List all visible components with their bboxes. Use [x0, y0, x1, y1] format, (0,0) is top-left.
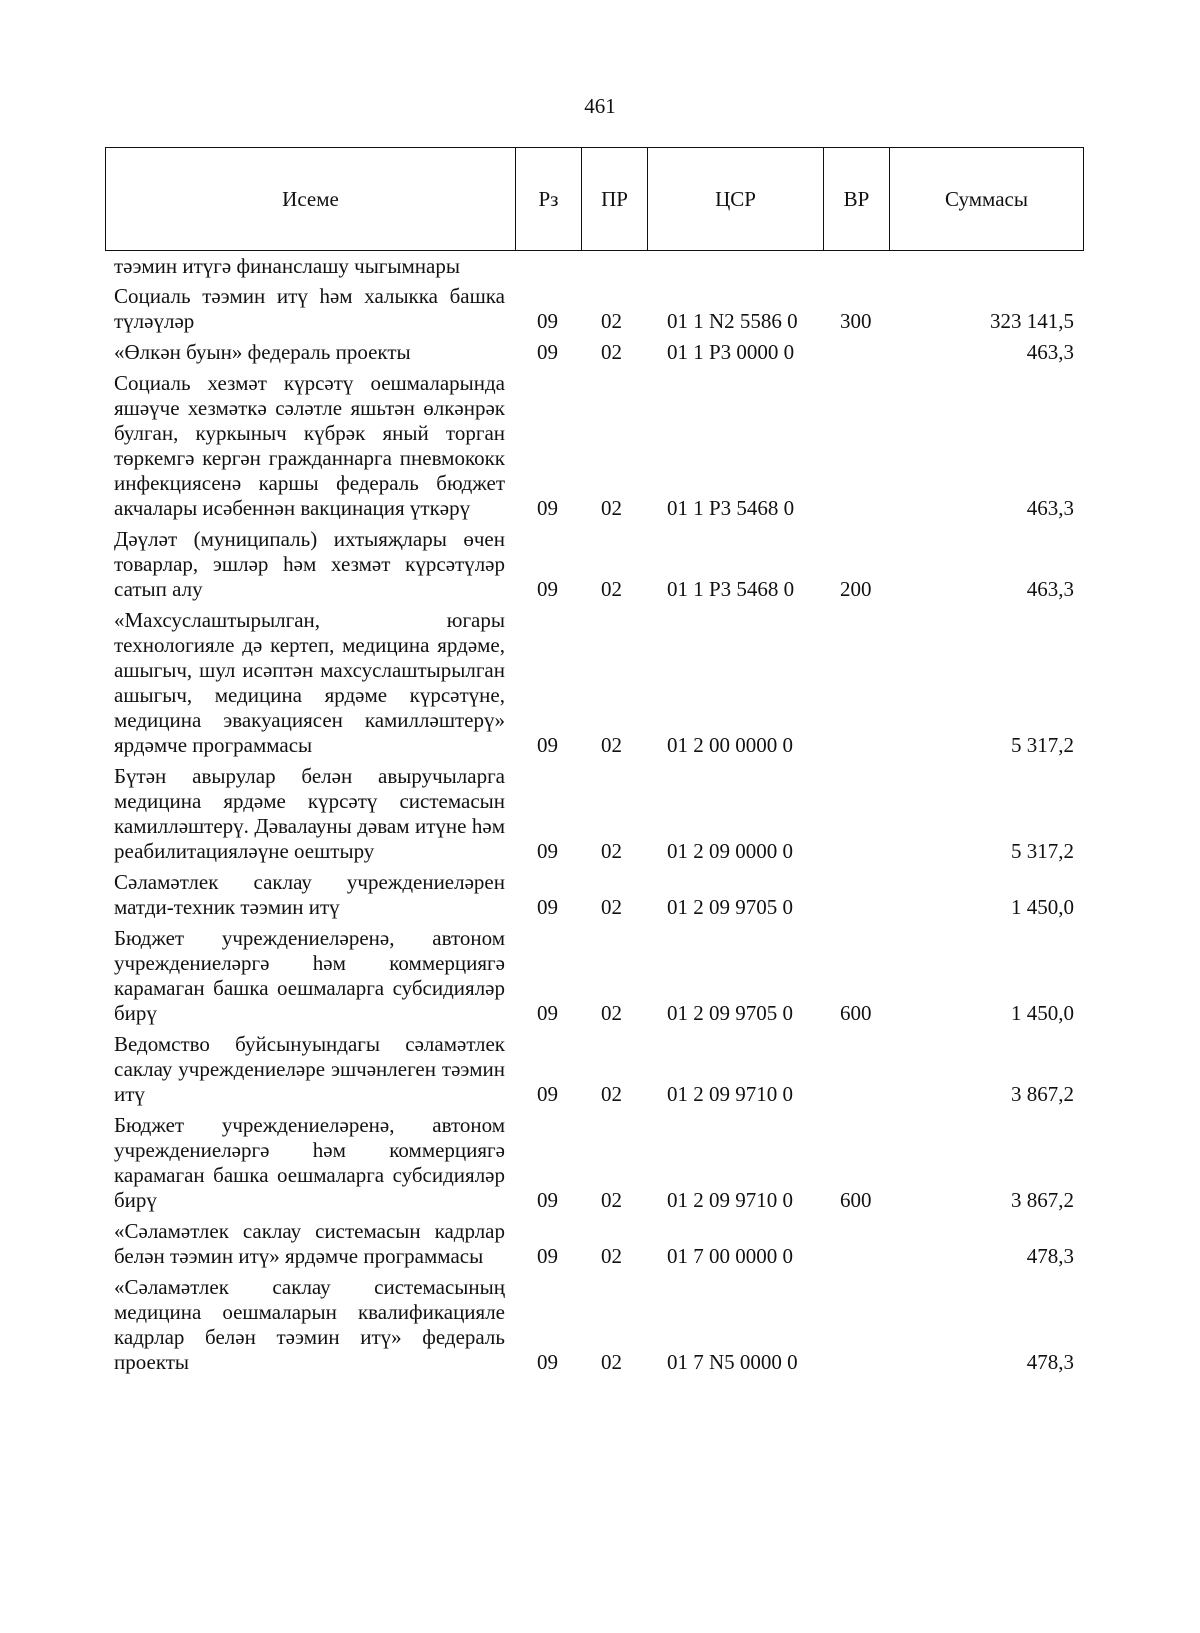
table-row: [0, 870, 1200, 920]
row-csr: 01 7 N5 0000 0: [667, 1350, 798, 1374]
row-csr: 01 2 09 9710 0: [667, 1082, 793, 1106]
row-csr: 01 2 09 9705 0: [667, 1001, 793, 1025]
row-name: Бюджет учреждениеләренә, автоном учреждениеләргә һәм коммерциягә карамаган башка оешмаларга субсидияләр бирү: [114, 1113, 505, 1212]
table-row: [0, 608, 1200, 758]
row-name: Бүтән авырулар белән авыручыларга медицина ярдәме күрсәтү системасын камилләштерү. Дәвалауны дәвам итүне һәм реабилитацияләүне оештыру: [114, 764, 505, 863]
row-sum: 478,3: [1026, 1244, 1074, 1268]
row-name: Социаль тәэмин итү һәм халыкка башка түләүләр: [114, 284, 505, 333]
row-rz: 09: [537, 1001, 558, 1025]
row-pr: 02: [601, 1001, 622, 1025]
row-rz: 09: [537, 309, 558, 333]
row-sum: 5 317,2: [1011, 733, 1074, 757]
row-pr: 02: [601, 496, 622, 520]
row-name: Бюджет учреждениеләренә, автоном учреждениеләргә һәм коммерциягә карамаган башка оешмаларга субсидияләр бирү: [114, 926, 505, 1025]
continuation-text: тәэмин итүгә финанслашу чыгымнары: [114, 254, 460, 278]
row-name: «Сәламәтлек саклау системасын кадрлар белән тәэмин итү» ярдәмче программасы: [114, 1219, 505, 1268]
header-vr: ВР: [824, 148, 890, 250]
table-row: [0, 1219, 1200, 1269]
row-sum: 1 450,0: [1011, 895, 1074, 919]
row-sum: 463,3: [1026, 496, 1074, 520]
row-name: «Махсуслаштырылган, югары технологияле дә кертеп, медицина ярдәме, ашыгыч, шул исәптән махсуслаштырылган ашыгыч, медицина ярдәме күрсәтүне, медицина эвакуациясен камилләштерү» ярдәмче программасы: [114, 608, 505, 757]
row-pr: 02: [601, 1350, 622, 1374]
row-rz: 09: [537, 340, 558, 364]
row-sum: 3 867,2: [1011, 1082, 1074, 1106]
row-pr: 02: [601, 839, 622, 863]
row-sum: 1 450,0: [1011, 1001, 1074, 1025]
row-rz: 09: [537, 577, 558, 601]
table-row: [0, 284, 1200, 334]
header-csr: ЦСР: [648, 148, 824, 250]
row-rz: 09: [537, 1350, 558, 1374]
row-csr: 01 7 00 0000 0: [667, 1244, 793, 1268]
row-name: Ведомство буйсынуындагы сәламәтлек саклау учреждениеләре эшчәнлеген тәэмин итү: [114, 1032, 505, 1106]
row-pr: 02: [601, 895, 622, 919]
table-row: [0, 1275, 1200, 1375]
row-rz: 09: [537, 895, 558, 919]
row-name: Социаль хезмәт күрсәтү оешмаларында яшәүче хезмәткә сәләтле яшьтән өлкәнрәк булган, куркыныч күбрәк яный торган төркемгә кергән гражданнарга пневмококк инфекциясенә каршы федераль бюджет акчалары исәбеннән вакцинация үткәрү: [114, 371, 505, 520]
row-pr: 02: [601, 1188, 622, 1212]
page-number: 461: [584, 94, 616, 118]
row-csr: 01 2 09 9705 0: [667, 895, 793, 919]
table-row: [0, 340, 1200, 365]
row-vr: 300: [840, 309, 872, 333]
row-sum: 3 867,2: [1011, 1188, 1074, 1212]
row-sum: 5 317,2: [1011, 839, 1074, 863]
row-name: «Өлкән буын» федераль проекты: [114, 340, 411, 364]
row-pr: 02: [601, 1082, 622, 1106]
row-vr: 200: [840, 577, 872, 601]
row-rz: 09: [537, 1188, 558, 1212]
header-name: Исеме: [106, 148, 516, 250]
row-rz: 09: [537, 1244, 558, 1268]
table-row: [0, 764, 1200, 864]
row-pr: 02: [601, 577, 622, 601]
row-csr: 01 2 09 9710 0: [667, 1188, 793, 1212]
table-row: [0, 527, 1200, 602]
row-csr: 01 1 P3 5468 0: [667, 577, 795, 601]
row-sum: 478,3: [1026, 1350, 1074, 1374]
row-pr: 02: [601, 1244, 622, 1268]
header-rz: Рз: [516, 148, 582, 250]
row-rz: 09: [537, 733, 558, 757]
table-row: [0, 371, 1200, 521]
row-vr: 600: [840, 1001, 872, 1025]
header-pr: ПР: [582, 148, 648, 250]
table-body: [0, 284, 1200, 1381]
row-csr: 01 2 09 0000 0: [667, 839, 793, 863]
table-row: [0, 1032, 1200, 1107]
row-csr: 01 1 P3 0000 0: [667, 340, 795, 364]
row-sum: 323 141,5: [990, 309, 1074, 333]
row-csr: 01 1 P3 5468 0: [667, 496, 795, 520]
row-pr: 02: [601, 309, 622, 333]
row-rz: 09: [537, 1082, 558, 1106]
row-rz: 09: [537, 839, 558, 863]
table-row: [0, 1113, 1200, 1213]
row-sum: 463,3: [1026, 340, 1074, 364]
row-pr: 02: [601, 733, 622, 757]
row-name: Сәламәтлек саклау учреждениеләрен матди-техник тәэмин итү: [114, 870, 505, 919]
row-csr: 01 2 00 0000 0: [667, 733, 793, 757]
row-csr: 01 1 N2 5586 0: [667, 309, 798, 333]
row-name: «Сәламәтлек саклау системасының медицина оешмаларын квалификацияле кадрлар белән тәэмин итү» федераль проекты: [114, 1275, 505, 1374]
row-vr: 600: [840, 1188, 872, 1212]
table-row: [0, 926, 1200, 1026]
table-header: [105, 147, 1084, 251]
header-sum: Суммасы: [945, 186, 1028, 211]
row-name: Дәүләт (муниципаль) ихтыяҗлары өчен товарлар, эшләр һәм хезмәт күрсәтүләр сатып алу: [114, 527, 505, 601]
row-pr: 02: [601, 340, 622, 364]
row-rz: 09: [537, 496, 558, 520]
row-sum: 463,3: [1026, 577, 1074, 601]
